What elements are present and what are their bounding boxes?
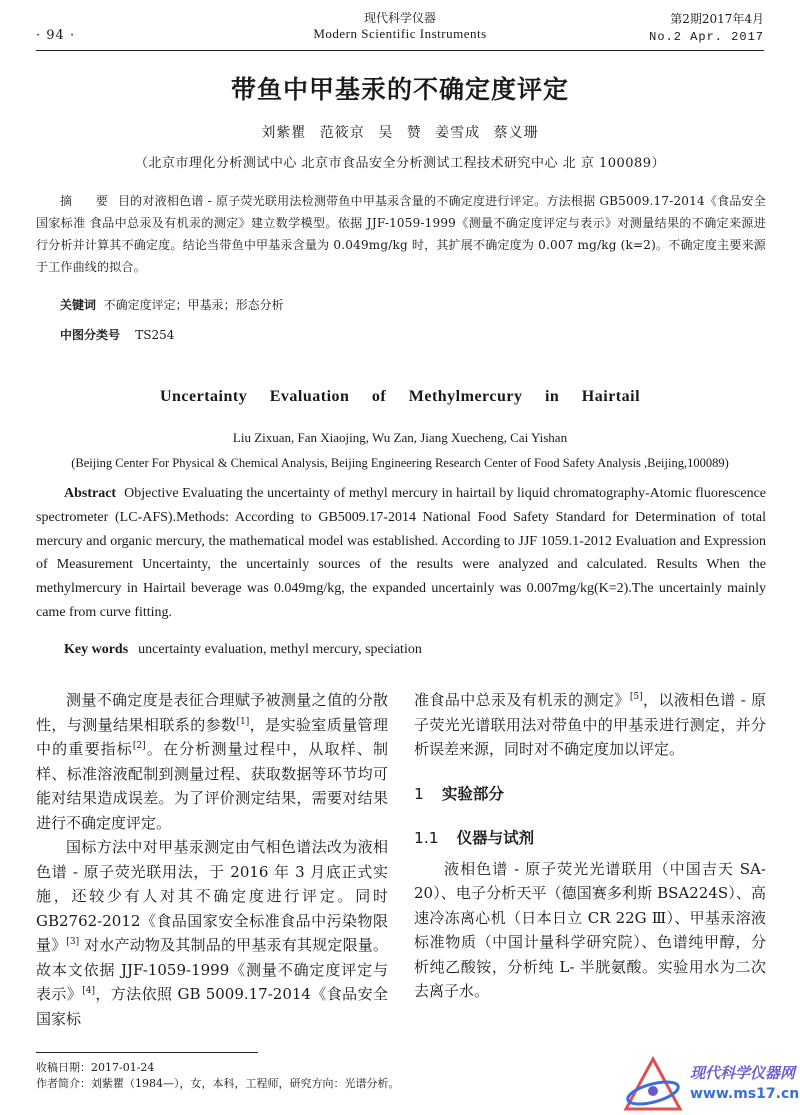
en-keywords-text: uncertainty evaluation, methyl mercury, speciation xyxy=(138,642,422,657)
cn-class-value: TS254 xyxy=(135,328,175,342)
en-keywords xyxy=(64,642,422,658)
section-heading-1-1: 1.1 仪器与试剂 xyxy=(414,829,535,847)
cn-keywords-text: 不确定度评定；甲基汞；形态分析 xyxy=(103,298,284,312)
en-affiliation: (Beijing Center For Physical & Chemical Analysis, Beijing Engineering Research Center of Food Safety Analysis ,Beijing,100089) xyxy=(71,456,729,470)
citation-4: [4] xyxy=(82,986,95,996)
issue-cn: 第2期2017年4月 xyxy=(670,12,764,26)
cn-class-label: 中图分类号 xyxy=(60,328,121,342)
watermark-site-name: 现代科学仪器网 xyxy=(690,1064,796,1082)
affiliation: （北京市理化分析测试中心 北京市食品安全分析测试工程技术研究中心 北 京 100089） xyxy=(134,156,666,171)
intro-paragraph-2: 国标方法中对甲基汞测定由气相色谱法改为液相色谱 - 原子荧光联用法，于 2016 年 3 月底正式实施，还较少有人对其不确定度进行评定。同时 GB2762-2012《食品国家安全标准食品中污染物限量》[3] 对水产动物及其制品的甲基汞有其规定限量。故本文依据 JJF-1059-1999《测量不确定度评定与表示》[4]，方法依照 GB 5009.17-2014《食品安全国家标 xyxy=(36,838,388,1028)
citation-1: [1] xyxy=(236,716,250,727)
watermark-logo-icon xyxy=(620,1055,686,1115)
cn-keywords-label: 关键词 xyxy=(60,298,97,312)
citation-2: [2] xyxy=(132,741,146,751)
citation-5: [5] xyxy=(629,692,643,702)
intro-paragraph-1: 测量不确定度是表征合理赋予被测量之值的分散性，与测量结果相联系的参数[1]，是实验室质量管理中的重要指标[2]。在分析测量过程中，从取样、制样、标准溶液配制到测量过程、获取数据等环节均可能对结果造成误差。为了评价测定结果，需要对结果进行不确定度评定。 xyxy=(36,691,388,832)
citation-3: [3] xyxy=(66,937,80,947)
paper-title: 带鱼中甲基汞的不确定度评定 xyxy=(230,75,569,104)
en-abstract-label: Abstract xyxy=(64,486,117,501)
cn-abstract-text: 目的对液相色谱 - 原子荧光联用法检测带鱼中甲基汞含量的不确定度进行评定。方法根据 GB5009.17-2014《食品安全国家标准 食品中总汞及有机汞的测定》建立数学模型。依据 JJF-1059-1999《测量不确定度评定与表示》对测量结果的不确定来源进行分析并计算其不确定度。结论当带鱼中甲基汞含量为 0.049mg/kg 时，其扩展不确定度为 0.007 mg/kg (k=2)。不确定度主要来源于工作曲线的拟合。 xyxy=(36,194,766,274)
author-bio: 作者简介：刘紫瞿（1984—），女，本科，工程师，研究方向：光谱分析。 xyxy=(36,1077,400,1090)
section-heading-1: 1 实验部分 xyxy=(414,784,504,803)
intro-paragraph-2-cont: 准食品中总汞及有机汞的测定》[5]，以液相色谱 - 原子荧光光谱联用法对带鱼中的甲基汞进行测定，并分析误差来源，同时对不确定度加以评定。 xyxy=(414,691,766,758)
en-abstract-text: Objective Evaluating the uncertainty of methyl mercury in hairtail by liquid chromatography-Atomic fluorescence spectrometer (LC-AFS).Methods: According to GB5009.17-2014 National Food Safety Standard for Determination of total mercury and organic mercury, the mathematical model was established. According to JJF 1059.1-2012 Evaluation and Expression of Measurement Uncertainty, the uncertainly sources of the results were analyzed and calculated. Results When the methylmercury in Hairtail beverage was 0.049mg/kg, the expanded uncertainly was 0.007mg/kg(K=2).The uncertainly mainly came from curve fitting. xyxy=(36,486,766,620)
footnote-rule xyxy=(36,1052,258,1053)
instruments-paragraph: 液相色谱 - 原子荧光光谱联用（中国吉天 SA-20）、电子分析天平（德国赛多利斯 BSA224S）、高速冷冻离心机（日本日立 CR 22G Ⅲ）、甲基汞溶液标准物质（中国计量科学研究院）、色谱纯甲醇，分析纯乙酸铵，分析纯 L- 半胱氨酸。实验用水为二次去离子水。 xyxy=(414,859,766,1000)
en-keywords-label: Key words xyxy=(64,642,129,657)
en-title: Uncertainty Evaluation of Methylmercury in Hairtail xyxy=(159,388,641,405)
issue-en: No.2 Apr. 2017 xyxy=(649,30,764,44)
issue-info xyxy=(649,10,764,46)
watermark-url[interactable]: www.ms17.cn xyxy=(690,1086,800,1102)
body-left-column xyxy=(36,688,388,1031)
page-number: · 94 · xyxy=(36,28,76,43)
en-abstract xyxy=(36,482,766,625)
authors: 刘紫瞿 范筱京 吴 赞 姜雪成 蔡义珊 xyxy=(261,125,539,141)
received-date: 收稿日期：2017-01-24 xyxy=(36,1061,155,1074)
footnotes xyxy=(36,1060,400,1092)
cn-abstract-label: 摘 要 xyxy=(60,194,118,208)
en-authors: Liu Zixuan, Fan Xiaojing, Wu Zan, Jiang Xuecheng, Cai Yishan xyxy=(232,430,568,445)
journal-name-cn: 现代科学仪器 xyxy=(363,11,436,25)
cn-abstract xyxy=(36,190,766,278)
cn-classification xyxy=(60,326,174,343)
header-rule xyxy=(36,50,764,51)
body-right-column xyxy=(414,688,766,1004)
journal-name-en: Modern Scientific Instruments xyxy=(313,26,487,41)
journal-header xyxy=(250,10,550,42)
cn-keywords xyxy=(60,296,284,313)
